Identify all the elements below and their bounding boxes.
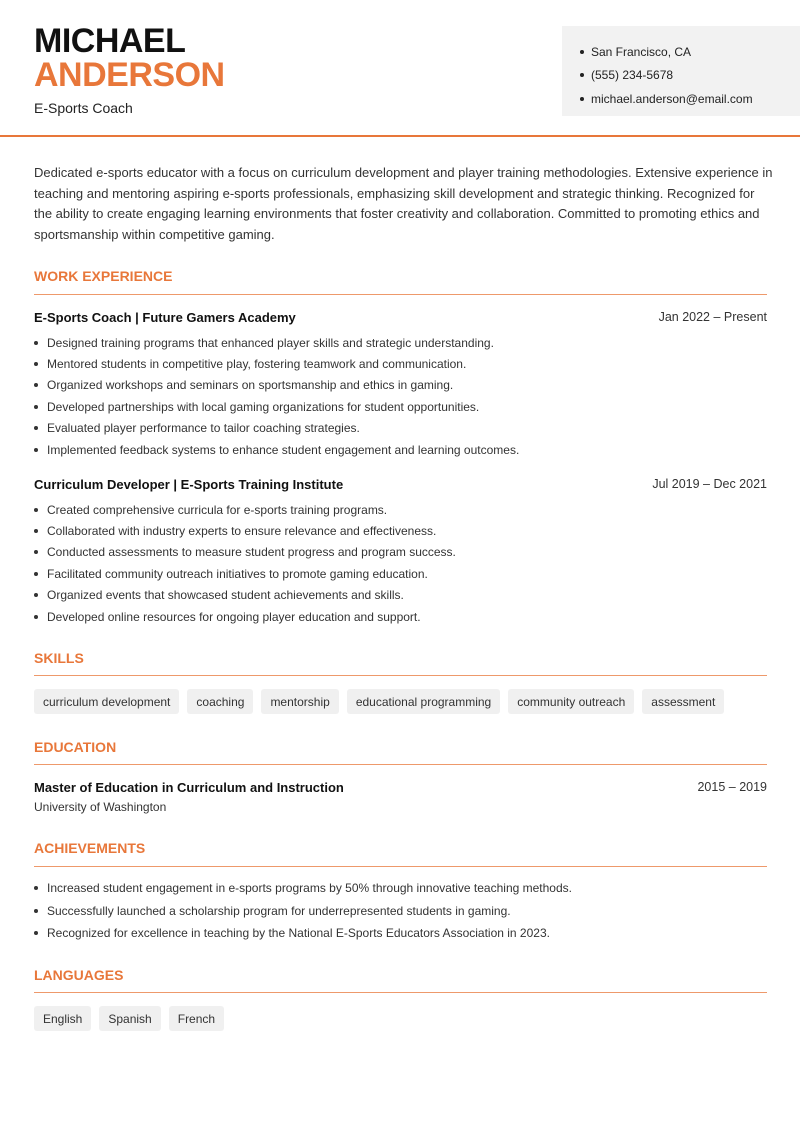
job-bullets bbox=[34, 499, 456, 627]
bullet-icon bbox=[580, 97, 584, 101]
bullet-icon bbox=[34, 508, 38, 512]
list-item: Developed partnerships with local gaming organizations for student opportunities. bbox=[34, 396, 519, 417]
achievements-list bbox=[34, 877, 572, 945]
job-dates: Jul 2019 – Dec 2021 bbox=[652, 477, 767, 491]
bullet-icon bbox=[34, 362, 38, 366]
bullet-icon bbox=[34, 383, 38, 387]
skill-tag: mentorship bbox=[261, 689, 338, 714]
list-item: Organized events that showcased student achievements and skills. bbox=[34, 585, 456, 606]
bullet-icon bbox=[34, 615, 38, 619]
section-title-achievements: ACHIEVEMENTS bbox=[34, 840, 146, 856]
location-text: San Francisco, CA bbox=[591, 44, 692, 59]
section-title-languages: LANGUAGES bbox=[34, 967, 124, 983]
section-divider bbox=[34, 866, 767, 867]
list-item: Facilitated community outreach initiatives to promote gaming education. bbox=[34, 563, 456, 584]
bullet-icon bbox=[34, 550, 38, 554]
section-divider bbox=[34, 675, 767, 676]
list-item: Evaluated player performance to tailor coaching strategies. bbox=[34, 418, 519, 439]
resume-header bbox=[0, 0, 800, 137]
section-title-work: WORK EXPERIENCE bbox=[34, 268, 173, 284]
phone-text: (555) 234-5678 bbox=[591, 68, 674, 83]
bullet-icon bbox=[34, 529, 38, 533]
list-item: Implemented feedback systems to enhance student engagement and learning outcomes. bbox=[34, 439, 519, 460]
contact-phone bbox=[580, 64, 800, 88]
skills-tags bbox=[34, 689, 724, 714]
section-divider bbox=[34, 294, 767, 295]
bullet-icon bbox=[34, 448, 38, 452]
section-title-skills: SKILLS bbox=[34, 650, 84, 666]
bullet-icon bbox=[34, 405, 38, 409]
skill-tag: assessment bbox=[642, 689, 724, 714]
section-divider bbox=[34, 764, 767, 765]
job-dates: Jan 2022 – Present bbox=[658, 310, 767, 324]
contact-email bbox=[580, 87, 800, 111]
email-text: michael.anderson@email.com bbox=[591, 91, 753, 106]
bullet-icon bbox=[34, 593, 38, 597]
language-tags bbox=[34, 1006, 224, 1031]
bullet-icon bbox=[34, 909, 38, 913]
contact-location bbox=[580, 40, 800, 64]
list-item: Organized workshops and seminars on sportsmanship and ethics in gaming. bbox=[34, 375, 519, 396]
list-item: Developed online resources for ongoing player education and support. bbox=[34, 606, 456, 627]
language-tag: French bbox=[169, 1006, 224, 1031]
section-divider bbox=[34, 992, 767, 993]
language-tag: English bbox=[34, 1006, 91, 1031]
skill-tag: curriculum development bbox=[34, 689, 179, 714]
job-role: E-Sports Coach bbox=[34, 100, 133, 116]
bullet-icon bbox=[34, 931, 38, 935]
list-item: Conducted assessments to measure student progress and program success. bbox=[34, 542, 456, 563]
section-title-education: EDUCATION bbox=[34, 739, 117, 755]
bullet-icon bbox=[34, 886, 38, 890]
list-item: Increased student engagement in e-sports programs by 50% through innovative teaching methods. bbox=[34, 877, 572, 900]
contact-box bbox=[562, 26, 800, 116]
summary-paragraph: Dedicated e-sports educator with a focus on curriculum development and player training methodologies. Extensive experience in teaching and mentoring aspiring e-sports professionals, emphasizing skill development and strategic thinking. Recognized for the ability to create engaging learning environments that foster creativity and collaboration. Committed to promoting ethics and sportsmanship within competitive gaming. bbox=[34, 165, 773, 242]
list-item: Mentored students in competitive play, fostering teamwork and communication. bbox=[34, 353, 519, 374]
language-tag: Spanish bbox=[99, 1006, 160, 1031]
list-item: Successfully launched a scholarship program for underrepresented students in gaming. bbox=[34, 900, 572, 923]
skill-tag: coaching bbox=[187, 689, 253, 714]
list-item: Recognized for excellence in teaching by the National E-Sports Educators Association in 2023. bbox=[34, 922, 572, 945]
list-item: Created comprehensive curricula for e-sports training programs. bbox=[34, 499, 456, 520]
education-degree: Master of Education in Curriculum and Instruction bbox=[34, 780, 344, 795]
education-school: University of Washington bbox=[34, 800, 167, 814]
bullet-icon bbox=[34, 426, 38, 430]
bullet-icon bbox=[34, 341, 38, 345]
first-name: MICHAEL bbox=[34, 22, 186, 60]
job-title: Curriculum Developer | E-Sports Training Institute bbox=[34, 477, 344, 492]
education-dates: 2015 – 2019 bbox=[697, 780, 767, 794]
list-item: Collaborated with industry experts to ensure relevance and effectiveness. bbox=[34, 520, 456, 541]
job-bullets bbox=[34, 332, 519, 460]
list-item: Designed training programs that enhanced player skills and strategic understanding. bbox=[34, 332, 519, 353]
skill-tag: community outreach bbox=[508, 689, 634, 714]
skill-tag: educational programming bbox=[347, 689, 500, 714]
bullet-icon bbox=[580, 50, 584, 54]
bullet-icon bbox=[34, 572, 38, 576]
last-name: ANDERSON bbox=[34, 56, 225, 94]
bullet-icon bbox=[580, 73, 584, 77]
job-title: E-Sports Coach | Future Gamers Academy bbox=[34, 310, 296, 325]
